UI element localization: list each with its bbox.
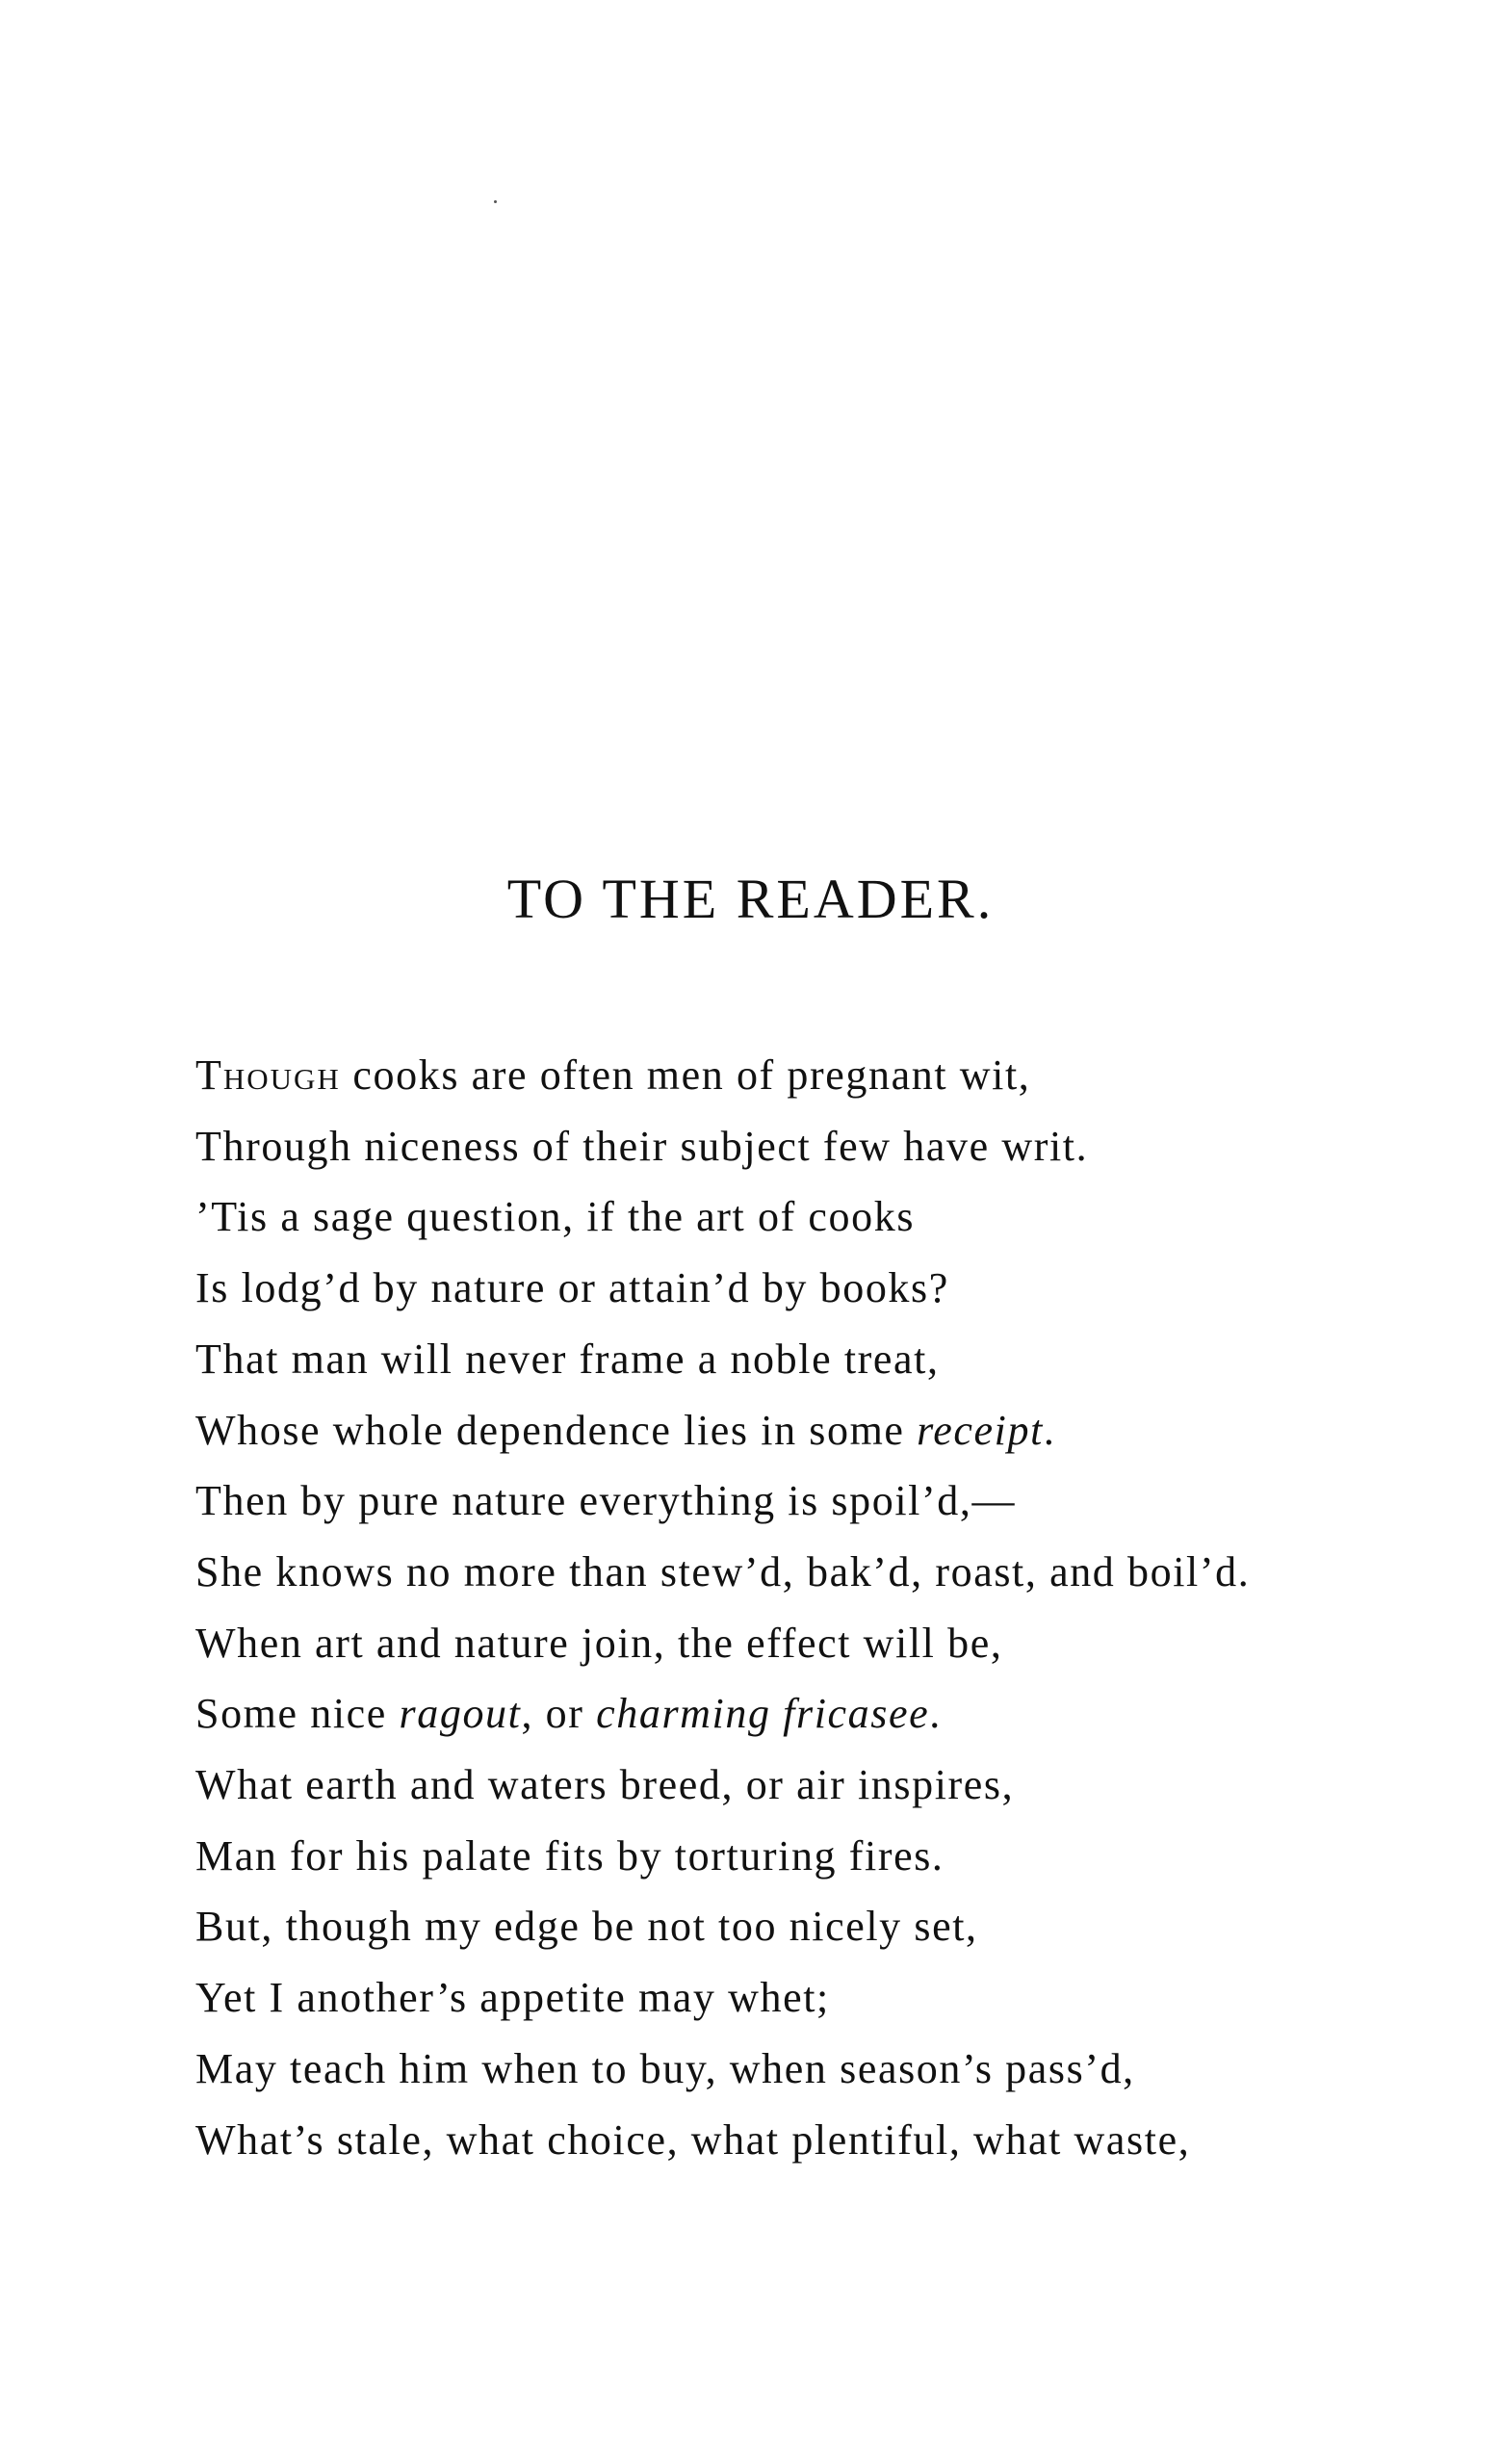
poem bbox=[195, 1040, 1447, 2175]
poem-line-3: ’Tis a sage question, if the art of cooks bbox=[195, 1193, 916, 1241]
page-title: TO THE READER. bbox=[506, 868, 995, 930]
poem-line-14: Yet I another’s appetite may whet; bbox=[195, 1974, 830, 2022]
poem-line-11: What earth and waters breed, or air inspires, bbox=[195, 1761, 1015, 1809]
poem-line-4: Is lodg’d by nature or attain’d by books? bbox=[195, 1264, 949, 1312]
poem-line-12: Man for his palate fits by torturing fires. bbox=[195, 1831, 945, 1880]
poem-line-2: Through niceness of their subject few have writ. bbox=[195, 1122, 1089, 1170]
poem-line-10: Some nice ragout, or charming fricasee. bbox=[195, 1690, 942, 1738]
poem-line-7: Then by pure nature everything is spoil’d,— bbox=[195, 1477, 1017, 1525]
poem-line-15: May teach him when to buy, when season’s pass’d, bbox=[195, 2044, 1135, 2092]
poem-line-1: Though cooks are often men of pregnant wit, bbox=[195, 1051, 1031, 1099]
poem-line-8: She knows no more than stew’d, bak’d, roast, and boil’d. bbox=[195, 1547, 1251, 1595]
opening-word: Though bbox=[195, 1051, 341, 1099]
poem-line-6: Whose whole dependence lies in some receipt. bbox=[195, 1406, 1056, 1454]
poem-line-9: When art and nature join, the effect will be, bbox=[195, 1619, 1003, 1667]
poem-line-13: But, though my edge be not too nicely set, bbox=[195, 1903, 978, 1951]
poem-line-16: What’s stale, what choice, what plentiful, what waste, bbox=[195, 2115, 1191, 2164]
poem-line-5: That man will never frame a noble treat, bbox=[195, 1335, 940, 1383]
ink-speck bbox=[494, 200, 497, 203]
italic-word: ragout bbox=[399, 1690, 522, 1738]
italic-phrase: charming fricasee bbox=[596, 1690, 930, 1738]
italic-word: receipt bbox=[917, 1406, 1044, 1454]
